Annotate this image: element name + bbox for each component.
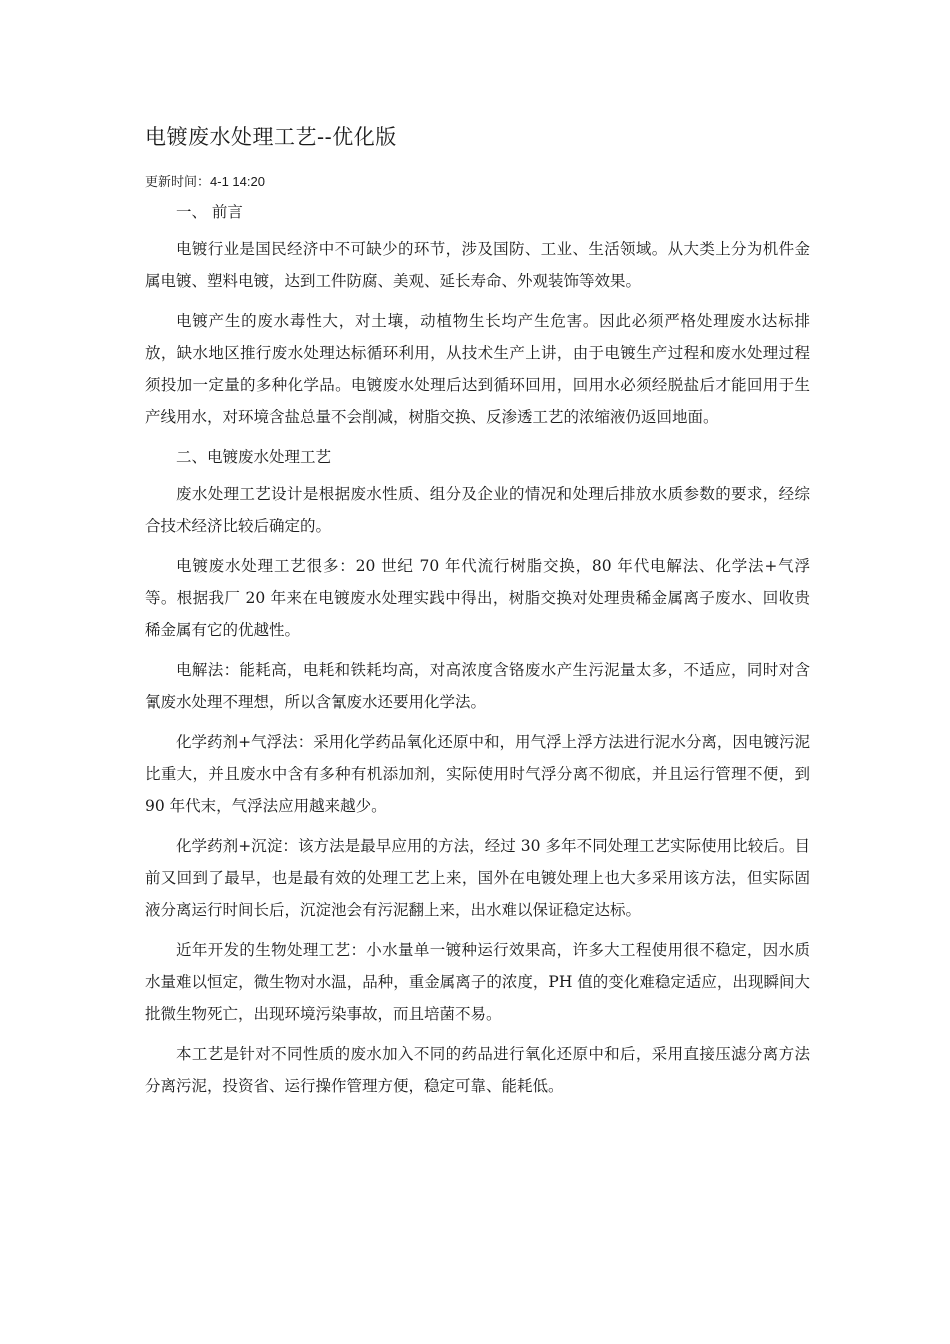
paragraph: 电镀废水处理工艺很多：20 世纪 70 年代流行树脂交换，80 年代电解法、化学法+气浮等。根据我厂 20 年来在电镀废水处理实践中得出，树脂交换对处理贵稀金属离子废水、回收贵稀金属有它的优越性。: [145, 557, 810, 639]
document-body: [145, 196, 810, 1110]
paragraph: 电镀行业是国民经济中不可缺少的环节，涉及国防、工业、生活领域。从大类上分为机件金属电镀、塑料电镀，达到工件防腐、美观、延长寿命、外观装饰等效果。: [145, 240, 810, 290]
section-heading: 一、 前言: [176, 203, 243, 221]
paragraph: 近年开发的生物处理工艺：小水量单一镀种运行效果高，许多大工程使用很不稳定，因水质水量难以恒定，微生物对水温，品种，重金属离子的浓度，PH 值的变化难稳定适应，出现瞬间大批微生物死亡，出现环境污染事故，而且培菌不易。: [145, 941, 810, 1023]
paragraph: 电解法：能耗高，电耗和铁耗均高，对高浓度含铬废水产生污泥量太多，不适应，同时对含氰废水处理不理想，所以含氰废水还要用化学法。: [145, 661, 810, 711]
paragraph: 电镀产生的废水毒性大，对土壤，动植物生长均产生危害。因此必须严格处理废水达标排放，缺水地区推行废水处理达标循环利用，从技术生产上讲，由于电镀生产过程和废水处理过程须投加一定量的多种化学品。电镀废水处理后达到循环回用，回用水必须经脱盐后才能回用于生产线用水，对环境含盐总量不会削减，树脂交换、反渗透工艺的浓缩液仍返回地面。: [145, 312, 810, 426]
update-time: [145, 173, 265, 191]
paragraph: 化学药剂+沉淀：该方法是最早应用的方法，经过 30 多年不同处理工艺实际使用比较后。目前又回到了最早，也是最有效的处理工艺上来，国外在电镀处理上也大多采用该方法，但实际固液分离运行时间长后，沉淀池会有污泥翻上来，出水难以保证稳定达标。: [145, 837, 810, 919]
section-heading: 二、电镀废水处理工艺: [176, 448, 332, 466]
paragraph: 本工艺是针对不同性质的废水加入不同的药品进行氧化还原中和后，采用直接压滤分离方法分离污泥，投资省、运行操作管理方便，稳定可靠、能耗低。: [145, 1045, 810, 1095]
update-time-label: 更新时间：: [145, 174, 211, 189]
update-time-value: 4-1 14:20: [210, 174, 265, 189]
paragraph: 化学药剂+气浮法：采用化学药品氧化还原中和，用气浮上浮方法进行泥水分离，因电镀污泥比重大，并且废水中含有多种有机添加剂，实际使用时气浮分离不彻底，并且运行管理不便，到 90 年代末，气浮法应用越来越少。: [145, 733, 810, 815]
document-title: 电镀废水处理工艺--优化版: [145, 125, 397, 149]
paragraph: 废水处理工艺设计是根据废水性质、组分及企业的情况和处理后排放水质参数的要求，经综合技术经济比较后确定的。: [145, 485, 810, 535]
